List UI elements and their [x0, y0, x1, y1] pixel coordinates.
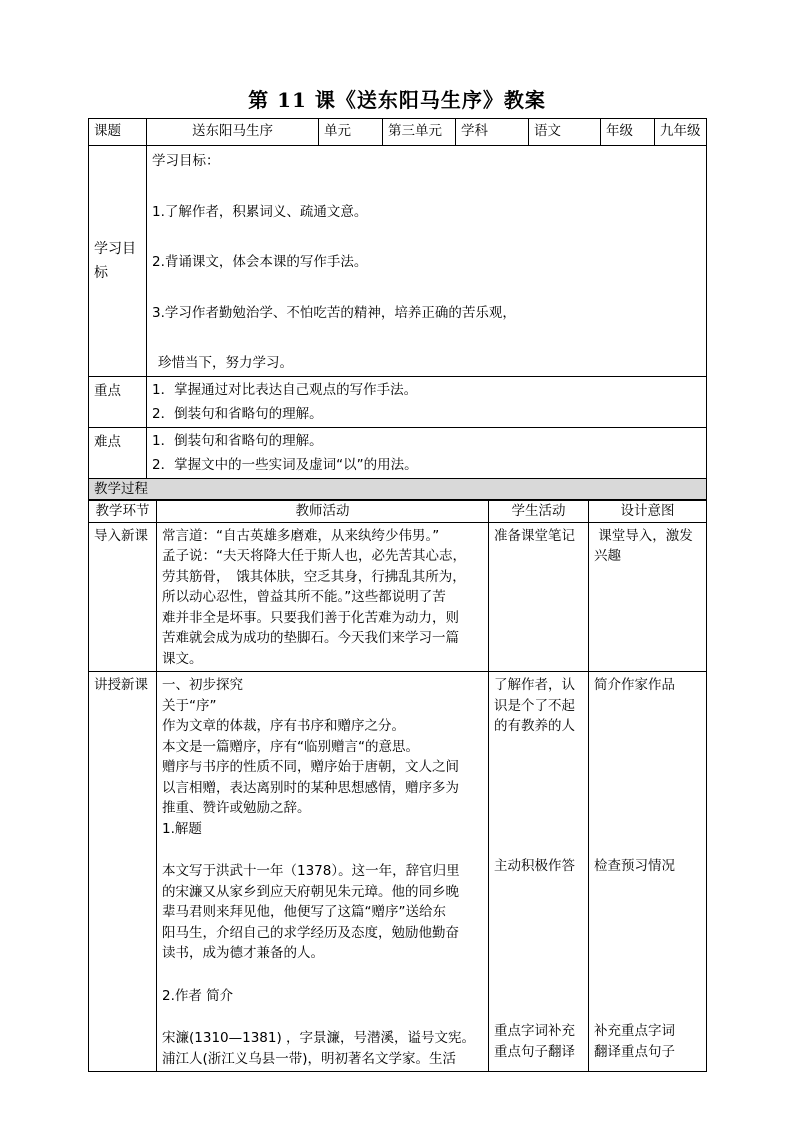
lecture-teacher-line: 读书，成为德才兼备的人。: [162, 945, 324, 961]
process-heading-row: [89, 478, 707, 500]
objectives-content: [147, 146, 707, 377]
column-header: 设计意图: [589, 501, 707, 523]
lecture-teacher-line: 一、初步探究: [162, 677, 243, 693]
lecture-row: [89, 672, 707, 1072]
lecture-teacher-line: 本文是一篇赠序，序有“临别赠言“的意思。: [162, 738, 419, 755]
key-point-item: 2．倒装句和省略句的理解。: [152, 406, 323, 422]
lecture-teacher-line: 本文写于洪武十一年（1378）。这一年，辞官归里: [162, 863, 460, 879]
key-points-label: 重点: [89, 376, 147, 427]
difficulties-label: 难点: [89, 427, 147, 478]
objectives-line: 3.学习作者勤勉治学、不怕吃苦的精神，培养正确的苦乐观，: [152, 304, 516, 321]
intro-row: [89, 522, 707, 672]
subject-label: 学科: [456, 119, 529, 146]
topic-value: 送东阳马生序: [147, 119, 319, 146]
lecture-teacher-line: 赠序与书序的性质不同，赠序始于唐朝，文人之间: [162, 759, 459, 775]
process-heading: 教学过程: [89, 478, 707, 500]
subject-value: 语文: [529, 119, 601, 146]
lecture-student-c-line: 重点句子翻译: [494, 1043, 575, 1060]
lecture-intent: [589, 672, 707, 1072]
difficulty-item: 1．倒装句和省略句的理解。: [152, 432, 323, 449]
topic-label: 课题: [89, 119, 147, 146]
objectives-line: 1.了解作者，积累词义、疏通文意。: [152, 203, 368, 220]
lecture-teacher-line: 以言相赠，表达离别时的某种思想感情，赠序多为: [162, 779, 459, 796]
objectives-line: 2.背诵课文，体会本课的写作手法。: [152, 254, 368, 270]
difficulty-item: 2．掌握文中的一些实词及虚词“以”的用法。: [152, 457, 418, 473]
intro-student: 准备课堂笔记: [489, 522, 589, 672]
lecture-student-c-line: 重点字词补充: [494, 1023, 575, 1039]
lecture-teacher-line: 1.解题: [162, 820, 202, 837]
column-header: 学生活动: [489, 501, 589, 523]
intro-stage: 导入新课: [89, 522, 157, 672]
lecture-intent-c-line: 补充重点字词: [594, 1023, 675, 1039]
lecture-intent-c: [594, 1021, 706, 1062]
lecture-teacher-line: 阳马生，介绍自己的求学经历及态度，勉励他勤奋: [162, 924, 459, 941]
objectives-label: 学习目标: [89, 146, 147, 377]
grade-label: 年级: [601, 119, 655, 146]
lecture-intent-b: 检查预习情况: [594, 858, 675, 874]
lecture-teacher-line: 浦江人(浙江义乌县一带)，明初著名文学家。生活: [162, 1050, 457, 1067]
key-points-content: [147, 376, 707, 427]
objectives-line: 珍惜当下，努力学习。: [158, 355, 293, 371]
lecture-student-b: 主动积极作答: [494, 858, 575, 874]
column-header: 教学环节: [89, 501, 157, 523]
intro-teacher-line: 所以动心忍性，曾益其所不能。”这些都说明了苦: [162, 589, 446, 605]
column-header: 教师活动: [157, 501, 489, 523]
lecture-teacher-line: 推重、赞许或勉励之辞。: [162, 800, 311, 816]
lesson-plan-table: [88, 118, 707, 500]
lecture-intent-c-line: 翻译重点句子: [594, 1043, 675, 1060]
lecture-teacher-line: 2.作者 简介: [162, 987, 234, 1004]
unit-label: 单元: [319, 119, 383, 146]
lecture-intent-a: 简介作家作品: [594, 677, 675, 693]
intro-intent: 课堂导入，激发兴趣: [589, 522, 707, 672]
lecture-student-a: 了解作者，认识是个了不起的有教养的人: [494, 677, 575, 734]
lecture-student: [489, 672, 589, 1072]
lecture-teacher-line: 关于“序”: [162, 697, 217, 714]
process-columns-row: [89, 501, 707, 523]
intro-teacher-line: 劳其筋骨， 饿其体肤，空乏其身，行拂乱其所为，: [162, 568, 466, 585]
objectives-line: 学习目标：: [152, 153, 220, 169]
lecture-teacher-line: 的宋濂又从家乡到应天府朝见朱元璋。他的同乡晚: [162, 883, 459, 900]
difficulties-row: [89, 427, 707, 478]
lecture-stage: 讲授新课: [89, 672, 157, 1072]
intro-teacher-line: 常言道：“自古英雄多磨难，从来纨绔少伟男。”: [162, 527, 440, 544]
grade-value: 九年级: [655, 119, 707, 146]
header-row: [89, 119, 707, 146]
lecture-student-c: [494, 1021, 588, 1062]
intro-teacher: [157, 522, 489, 672]
unit-value: 第三单元: [383, 119, 456, 146]
lecture-teacher-line: 辈马君则来拜见他，他便写了这篇“赠序”送给东: [162, 904, 446, 920]
intro-teacher-line: 难并非全是坏事。只要我们善于化苦难为动力，则: [162, 609, 459, 626]
process-table: [88, 500, 707, 1072]
intro-teacher-line: 课文。: [162, 650, 203, 667]
key-point-item: 1．掌握通过对比表达自己观点的写作手法。: [152, 381, 418, 398]
lecture-teacher-line: 宋濂(1310—1381) ，字景濂，号潜溪，谥号文宪。: [162, 1030, 476, 1046]
lecture-teacher-line: 作为文章的体裁，序有书序和赠序之分。: [162, 718, 405, 734]
page-title: 第 11 课《送东阳马生序》教案: [248, 88, 546, 112]
difficulties-content: [147, 427, 707, 478]
key-points-row: [89, 376, 707, 427]
intro-teacher-line: 苦难就会成为成功的垫脚石。今天我们来学习一篇: [162, 630, 459, 646]
objectives-row: [89, 146, 707, 377]
intro-teacher-line: 孟子说：“夫天将降大任于斯人也，必先苦其心志，: [162, 548, 466, 564]
lecture-teacher: [157, 672, 489, 1072]
